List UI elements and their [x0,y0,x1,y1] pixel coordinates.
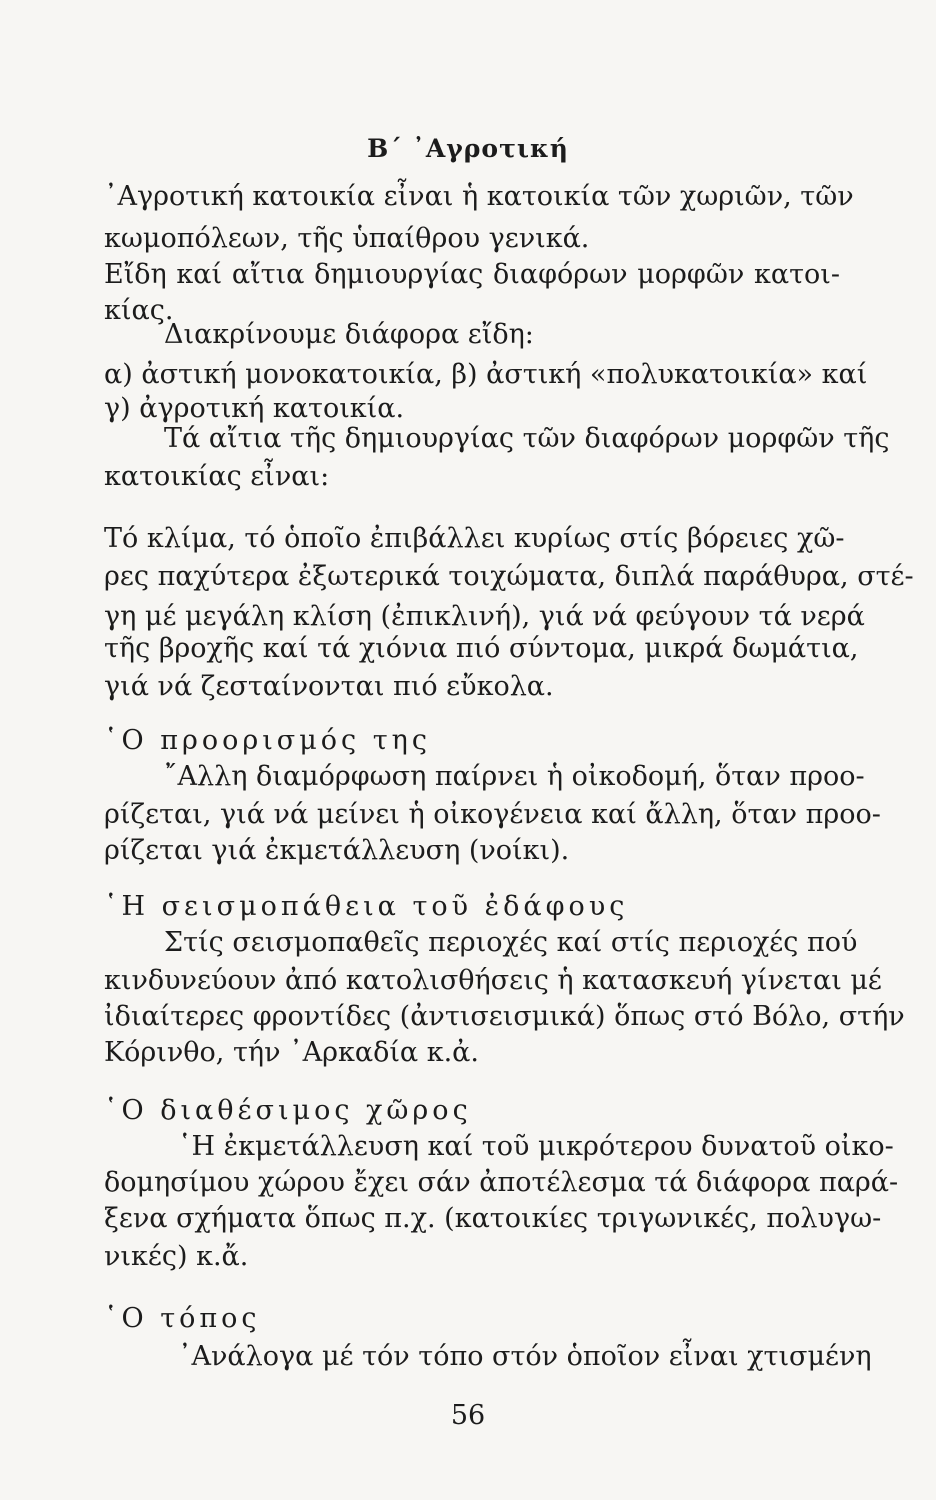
text-line: νικές) κ.ἄ. [104,1241,249,1272]
text-line: Διακρίνουμε διάφορα εἴδη: [164,319,534,350]
text-line: ῾Η ἐκμετάλλευση καί τοῦ μικρότερου δυνατοῦ οἰκο- [178,1131,894,1162]
text-line: ᾿Αγροτική κατοικία εἶναι ἡ κατοικία τῶν χωριῶν, τῶν [104,181,854,212]
subheading: ῾Η σεισμοπάθεια τοῦ ἐδάφους [104,891,629,922]
text-line: γη μέ μεγάλη κλίση (ἐπικλινή), γιά νά φεύγουν τά νερά [104,601,865,632]
text-line: γιά νά ζεσταίνονται πιό εὔκολα. [104,671,554,702]
page-number: 56 [450,1400,486,1431]
text-line: ρίζεται γιά ἐκμετάλλευση (νοίκι). [104,835,570,866]
text-line: Κόρινθο, τήν ᾿Αρκαδία κ.ἀ. [104,1037,479,1068]
subheading: ῾Ο προορισμός της [104,725,431,756]
text-line: Στίς σεισμοπαθεῖς περιοχές καί στίς περιοχές πού [164,927,858,958]
section-heading: Β΄ ᾿Αγροτική [367,134,569,163]
text-line: κίας. [104,295,174,326]
text-line: δομησίμου χώρου ἔχει σάν ἀποτέλεσμα τά διάφορα παρά- [104,1167,899,1198]
text-line: α) ἀστική μονοκατοικία, β) ἀστική «πολυκατοικία» καί [104,359,868,390]
text-line: ρίζεται, γιά νά μείνει ἡ οἰκογένεια καί ἄλλη, ὅταν προο- [104,799,881,830]
subheading: ῾Ο τόπος [104,1303,261,1334]
text-line: κατοικίας εἶναι: [104,461,330,492]
text-line: κινδυνεύουν ἀπό κατολισθήσεις ἡ κατασκευή γίνεται μέ [104,965,882,996]
text-line: Εἴδη καί αἴτια δημιουργίας διαφόρων μορφῶν κατοι- [104,259,840,290]
text-line: γ) ἀγροτική κατοικία. [104,393,405,424]
text-line: ἰδιαίτερες φροντίδες (ἀντισεισμικά) ὅπως στό Βόλο, στήν [104,1001,905,1032]
subheading: ῾Ο διαθέσιμος χῶρος [104,1095,472,1126]
text-line: Τά αἴτια τῆς δημιουργίας τῶν διαφόρων μορφῶν τῆς [164,423,890,454]
text-line: τῆς βροχῆς καί τά χιόνια πιό σύντομα, μικρά δωμάτια, [104,633,859,664]
text-line: κωμοπόλεων, τῆς ὑπαίθρου γενικά. [104,223,590,254]
text-line: ᾿Ανάλογα μέ τόν τόπο στόν ὁποῖον εἶναι χτισμένη [178,1341,872,1372]
text-line: Τό κλίμα, τό ὁποῖο ἐπιβάλλει κυρίως στίς βόρειες χῶ- [104,523,845,554]
text-line: ῎Αλλη διαμόρφωση παίρνει ἡ οἰκοδομή, ὅταν προο- [164,761,865,792]
text-line: ρες παχύτερα ἐξωτερικά τοιχώματα, διπλά παράθυρα, στέ- [104,561,914,592]
text-line: ξενα σχήματα ὅπως π.χ. (κατοικίες τριγωνικές, πολυγω- [104,1203,882,1234]
